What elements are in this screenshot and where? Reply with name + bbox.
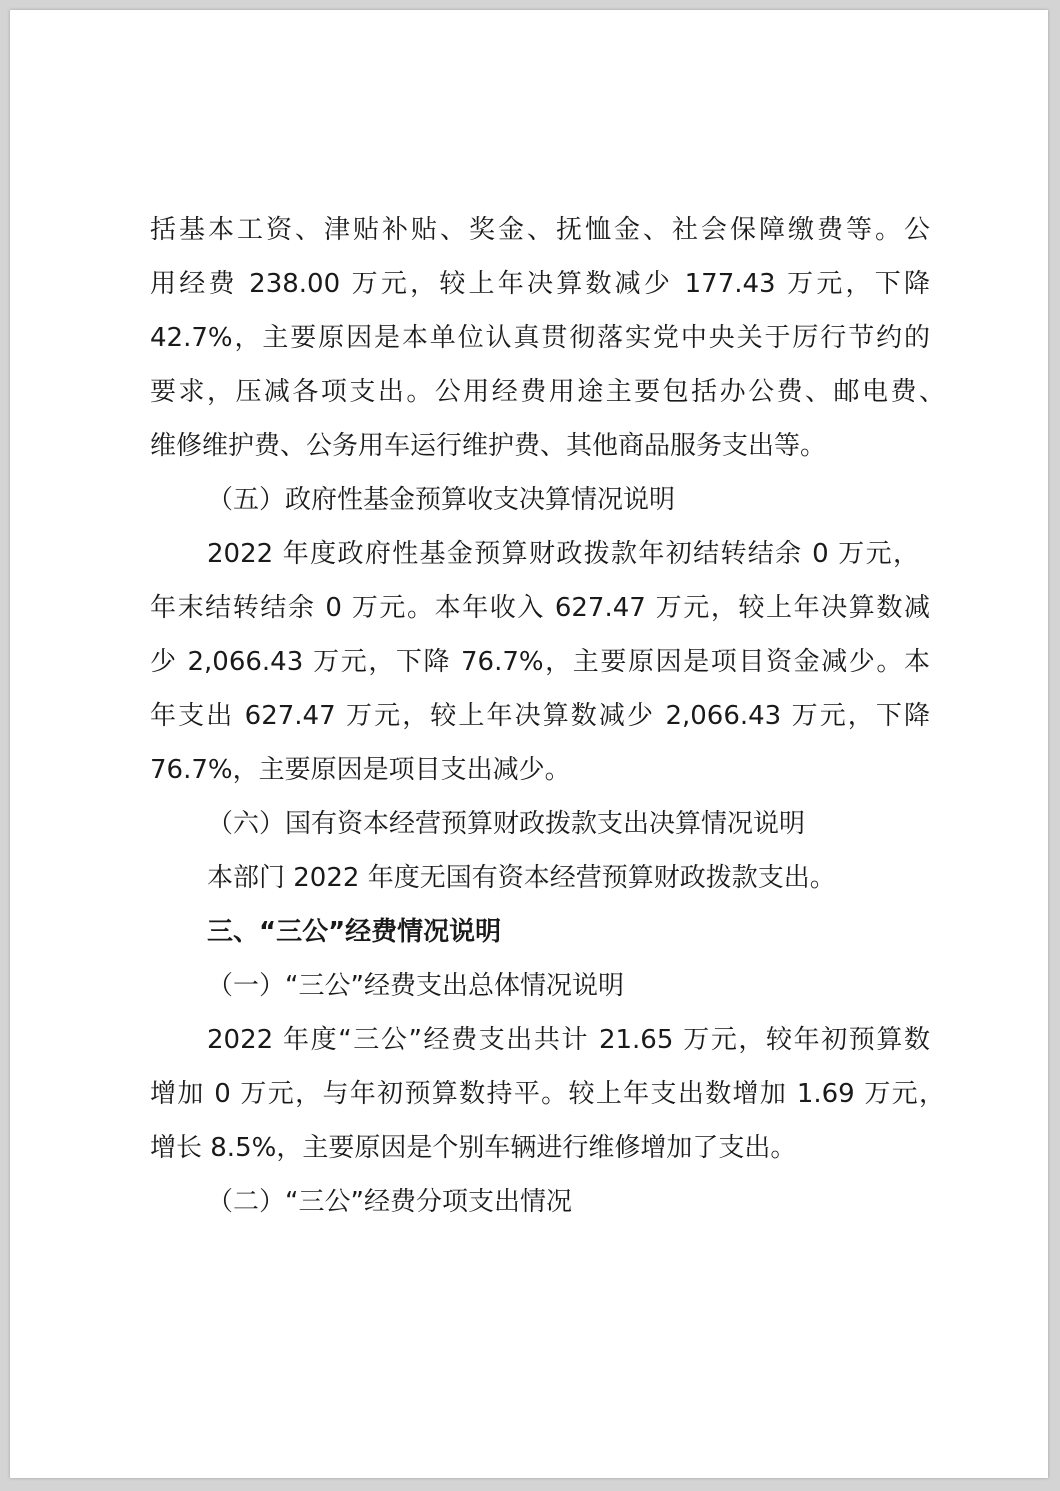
subsection-heading: （一）“三公”经费支出总体情况说明 bbox=[207, 971, 624, 1001]
paragraph-line: 2022 年度“三公”经费支出共计 21.65 万元，较年初预算数 bbox=[207, 1025, 930, 1055]
paragraph-line: 用经费 238.00 万元，较上年决算数减少 177.43 万元，下降 bbox=[150, 269, 930, 299]
paragraph-line: 年末结转结余 0 万元。本年收入 627.47 万元，较上年决算数减 bbox=[150, 593, 930, 623]
paragraph-line: 2022 年度政府性基金预算财政拨款年初结转结余 0 万元， bbox=[207, 539, 919, 569]
paragraph-line: 括基本工资、津贴补贴、奖金、抚恤金、社会保障缴费等。公 bbox=[150, 215, 930, 245]
paragraph-line: 42.7%，主要原因是本单位认真贯彻落实党中央关于厉行节约的 bbox=[150, 323, 930, 353]
section-heading: （五）政府性基金预算收支决算情况说明 bbox=[207, 485, 676, 515]
section-title: 三、“三公”经费情况说明 bbox=[207, 917, 502, 947]
subsection-heading: （二）“三公”经费分项支出情况 bbox=[207, 1187, 572, 1217]
paragraph-line: 增加 0 万元，与年初预算数持平。较上年支出数增加 1.69 万元， bbox=[150, 1079, 945, 1109]
paragraph-line: 本部门 2022 年度无国有资本经营预算财政拨款支出。 bbox=[207, 863, 836, 893]
paragraph-line: 76.7%，主要原因是项目支出减少。 bbox=[150, 755, 571, 785]
section-heading: （六）国有资本经营预算财政拨款支出决算情况说明 bbox=[207, 809, 806, 839]
document-page bbox=[10, 10, 1048, 1478]
paragraph-line: 要求，压减各项支出。公用经费用途主要包括办公费、邮电费、 bbox=[150, 377, 945, 407]
paragraph-line: 少 2,066.43 万元，下降 76.7%，主要原因是项目资金减少。本 bbox=[150, 647, 930, 677]
paragraph-line: 增长 8.5%，主要原因是个别车辆进行维修增加了支出。 bbox=[150, 1133, 797, 1163]
paragraph-line: 维修维护费、公务用车运行维护费、其他商品服务支出等。 bbox=[150, 431, 827, 461]
paragraph-line: 年支出 627.47 万元，较上年决算数减少 2,066.43 万元，下降 bbox=[150, 701, 930, 731]
